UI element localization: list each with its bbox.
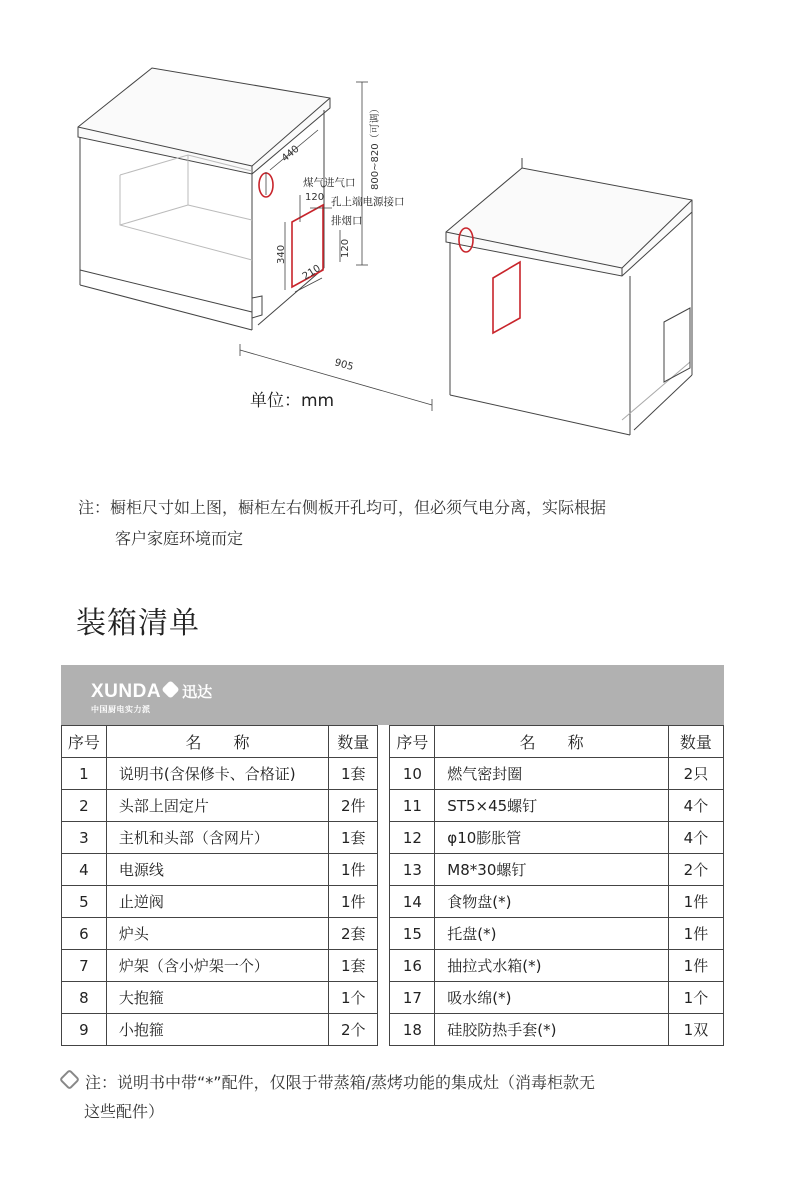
row-name: 小抱箍 [106, 1014, 328, 1046]
row-qty: 4个 [668, 790, 723, 822]
row-no: 17 [390, 982, 435, 1014]
right-exhaust-opening-icon [493, 262, 520, 333]
table-row [62, 1014, 724, 1046]
row-qty: 2个 [668, 854, 723, 886]
packing-list [61, 665, 724, 1046]
row-no: 5 [62, 886, 107, 918]
dim-120b: 120 [340, 238, 351, 258]
row-name: 主机和头部（含网片） [106, 822, 328, 854]
cabinet-dimension-diagram [0, 0, 790, 440]
row-name: 大抱箍 [106, 982, 328, 1014]
row-qty: 1件 [329, 854, 378, 886]
footnote [62, 1068, 752, 1126]
row-no: 4 [62, 854, 107, 886]
row-no: 15 [390, 918, 435, 950]
row-no: 9 [62, 1014, 107, 1046]
row-name: 吸水绵(*) [435, 982, 669, 1014]
row-name: 炉架（含小炉架一个） [106, 950, 328, 982]
row-qty: 1件 [329, 886, 378, 918]
brand-slogan: 中国厨电实力派 [91, 705, 151, 714]
row-name: M8*30螺钉 [435, 854, 669, 886]
row-qty: 4个 [668, 822, 723, 854]
table-row [62, 886, 724, 918]
row-name: 托盘(*) [435, 918, 669, 950]
row-qty: 2套 [329, 918, 378, 950]
row-no: 11 [390, 790, 435, 822]
header-no-1: 序号 [62, 726, 107, 758]
note-bullet-icon [59, 1069, 80, 1090]
header-name-2: 名 称 [435, 726, 669, 758]
row-name: ST5×45螺钉 [435, 790, 669, 822]
row-name: 电源线 [106, 854, 328, 886]
brand-logo [91, 681, 212, 715]
row-qty: 2件 [329, 790, 378, 822]
row-qty: 1件 [668, 950, 723, 982]
row-name: 硅胶防热手套(*) [435, 1014, 669, 1046]
row-qty: 1件 [668, 918, 723, 950]
brand-name: XUNDA [91, 681, 162, 702]
brand-cn: 迅达 [182, 683, 213, 701]
row-qty: 1个 [329, 982, 378, 1014]
installation-note [78, 492, 758, 554]
row-qty: 1套 [329, 950, 378, 982]
header-qty-2: 数量 [668, 726, 723, 758]
row-name: 说明书(含保修卡、合格证) [106, 758, 328, 790]
dim-440: 440 [279, 143, 302, 165]
table-row [62, 822, 724, 854]
dim-340: 340 [276, 244, 287, 264]
row-name: 食物盘(*) [435, 886, 669, 918]
row-qty: 1套 [329, 758, 378, 790]
row-no: 2 [62, 790, 107, 822]
row-name: 炉头 [106, 918, 328, 950]
footnote-line-1: 注：说明书中带“*”配件，仅限于带蒸箱/蒸烤功能的集成灶（消毒柜款无 [85, 1073, 595, 1092]
dim-height: 800~820（可调） [370, 103, 381, 190]
unit-label: 单位：mm [250, 391, 335, 411]
brand-header [61, 665, 724, 725]
table-row [62, 758, 724, 790]
row-qty: 2只 [668, 758, 723, 790]
header-qty-1: 数量 [329, 726, 378, 758]
header-no-2: 序号 [390, 726, 435, 758]
packing-table [61, 725, 724, 1046]
dim-905: 905 [333, 357, 355, 374]
label-exhaust: 排烟口 [331, 215, 363, 227]
row-no: 13 [390, 854, 435, 886]
table-row [62, 950, 724, 982]
row-no: 10 [390, 758, 435, 790]
footnote-line-2: 这些配件） [84, 1102, 165, 1121]
dim-120a: 120 [305, 192, 325, 203]
brand-mark-icon [161, 680, 179, 698]
note-line-1: 注：橱柜尺寸如上图，橱柜左右侧板开孔均可，但必须气电分离，实际根据 [78, 498, 607, 517]
table-row [62, 790, 724, 822]
row-qty: 2个 [329, 1014, 378, 1046]
row-no: 12 [390, 822, 435, 854]
row-qty: 1套 [329, 822, 378, 854]
row-name: 止逆阀 [106, 886, 328, 918]
row-no: 6 [62, 918, 107, 950]
dim-210: 210 [300, 263, 323, 283]
row-no: 8 [62, 982, 107, 1014]
row-no: 3 [62, 822, 107, 854]
header-name-1: 名 称 [106, 726, 328, 758]
label-power-port: 孔上端电源接口 [331, 196, 405, 208]
row-qty: 1双 [668, 1014, 723, 1046]
row-name: 头部上固定片 [106, 790, 328, 822]
table-row [62, 854, 724, 886]
label-gas-inlet: 煤气进气口 [303, 177, 356, 189]
left-cabinet [78, 68, 330, 330]
row-name: 抽拉式水箱(*) [435, 950, 669, 982]
table-row [62, 982, 724, 1014]
row-no: 18 [390, 1014, 435, 1046]
table-row [62, 918, 724, 950]
row-qty: 1件 [668, 886, 723, 918]
row-name: φ10膨胀管 [435, 822, 669, 854]
table-header-row [62, 726, 724, 758]
row-no: 7 [62, 950, 107, 982]
row-no: 16 [390, 950, 435, 982]
section-title: 装箱清单 [76, 606, 200, 641]
row-name: 燃气密封圈 [435, 758, 669, 790]
row-no: 14 [390, 886, 435, 918]
row-no: 1 [62, 758, 107, 790]
right-cabinet [446, 158, 692, 435]
note-line-2: 客户家庭环境而定 [115, 529, 244, 548]
row-qty: 1个 [668, 982, 723, 1014]
